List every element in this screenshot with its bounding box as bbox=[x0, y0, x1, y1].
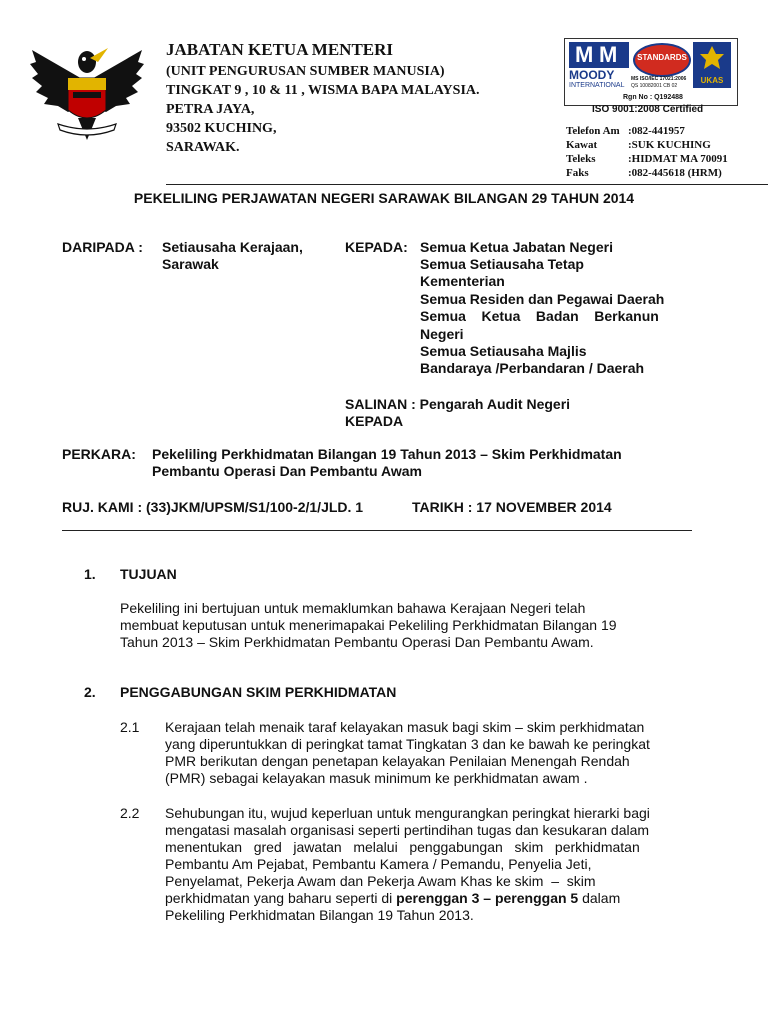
ukas-logo: UKAS bbox=[693, 42, 731, 88]
to-line-2: Semua Setiausaha Tetap bbox=[420, 256, 584, 272]
subsection-2-1-number: 2.1 bbox=[120, 719, 140, 735]
document-title: PEKELILING PERJAWATAN NEGERI SARAWAK BILANGAN 29 TAHUN 2014 bbox=[133, 190, 635, 206]
certification-logo bbox=[564, 38, 738, 106]
from-line-1: Setiausaha Kerajaan, bbox=[162, 239, 303, 255]
section-1-heading: TUJUAN bbox=[120, 566, 177, 582]
section-2-heading: PENGGABUNGAN SKIM PERKHIDMATAN bbox=[120, 684, 397, 700]
section-1-line-3: Tahun 2013 – Skim Perkhidmatan Pembantu Operasi Dan Pembantu Awam. bbox=[120, 634, 594, 650]
subsection-2-2-line-2: mengatasi masalah organisasi seperti pertindihan tugas dan kesukaran dalam bbox=[165, 822, 650, 838]
unit-name: (UNIT PENGURUSAN SUMBER MANUSIA) bbox=[166, 64, 445, 79]
subsection-2-2-line-3: menentukan gred jawatan melalui penggabungan skim perkhidmatan bbox=[165, 839, 640, 855]
subsection-2-2-line-1: Sehubungan itu, wujud keperluan untuk mengurangkan peringkat hierarki bagi bbox=[165, 805, 650, 821]
subsection-2-1-line-1: Kerajaan telah menaik taraf kelayakan masuk bagi skim – skim perkhidmatan bbox=[165, 719, 645, 735]
address-line-3: 93502 KUCHING, bbox=[166, 121, 277, 136]
moody-logo: M M bbox=[569, 42, 629, 68]
from-line-2: Sarawak bbox=[162, 256, 219, 272]
section-1-line-1: Pekeliling ini bertujuan untuk memaklumkan bahawa Kerajaan Negeri telah bbox=[120, 600, 586, 616]
reference-divider bbox=[62, 530, 692, 531]
subsection-2-2-line-5: Penyelamat, Pekerja Awam dan Pekerja Awam Khas ke skim – skim bbox=[165, 873, 596, 889]
contact-kawat: Kawat :SUK KUCHING bbox=[566, 139, 711, 151]
to-line-6: Negeri bbox=[420, 326, 464, 342]
contact-block bbox=[566, 124, 728, 180]
subsection-2-1-line-2: yang diperuntukkan di peringkat tamat Tingkatan 3 dan ke bawah ke peringkat bbox=[165, 736, 650, 752]
ms-iso-line-2: QS 10082001 CB 02 bbox=[631, 83, 678, 89]
contact-telefon: Telefon Am :082-441957 bbox=[566, 125, 685, 137]
registration-number: Rgn No : Q192488 bbox=[623, 94, 683, 101]
subsection-2-2-number: 2.2 bbox=[120, 805, 140, 821]
salinan-line-2: KEPADA bbox=[345, 413, 404, 429]
department-name: JABATAN KETUA MENTERI bbox=[166, 40, 394, 59]
to-line-5: Semua Ketua Badan Berkanun bbox=[420, 308, 659, 324]
sarawak-coat-of-arms bbox=[28, 40, 146, 150]
header-divider bbox=[166, 184, 768, 185]
contact-teleks: Teleks :HIDMAT MA 70091 bbox=[566, 153, 728, 165]
moody-text: MOODY bbox=[569, 68, 615, 82]
subsection-2-2-line-7: Pekeliling Perkhidmatan Bilangan 19 Tahun 2013. bbox=[165, 907, 474, 923]
ms-iso-line-1: MS ISO/IEC 17021:2006 bbox=[631, 76, 687, 82]
to-line-4: Semua Residen dan Pegawai Daerah bbox=[420, 291, 665, 307]
section-2-number: 2. bbox=[84, 684, 96, 700]
subsection-2-2-line-6: perkhidmatan yang baharu seperti di perenggan 3 – perenggan 5 dalam bbox=[165, 890, 621, 906]
subsection-2-1-line-4: (PMR) sebagai kelayakan masuk minimum ke perkhidmatan awam . bbox=[165, 770, 588, 786]
to-line-1: Semua Ketua Jabatan Negeri bbox=[420, 239, 613, 255]
contact-faks: Faks :082-445618 (HRM) bbox=[566, 167, 722, 179]
section-1-line-2: membuat keputusan untuk menerimapakai Pekeliling Perkhidmatan Bilangan 19 bbox=[120, 617, 617, 633]
perkara-line-1: Pekeliling Perkhidmatan Bilangan 19 Tahun 2013 – Skim Perkhidmatan bbox=[152, 446, 622, 462]
subsection-2-1-line-3: PMR berikutan dengan penetapan kelayakan Penilaian Menengah Rendah bbox=[165, 753, 630, 769]
from-label: DARIPADA : bbox=[62, 239, 143, 255]
address-line-2: PETRA JAYA, bbox=[166, 102, 255, 117]
section-1-number: 1. bbox=[84, 566, 96, 582]
address-line-4: SARAWAK. bbox=[166, 140, 240, 155]
address-line-1: TINGKAT 9 , 10 & 11 , WISMA BAPA MALAYSIA. bbox=[166, 83, 480, 98]
perkara-line-2: Pembantu Operasi Dan Pembantu Awam bbox=[152, 463, 422, 479]
iso-certified: ISO 9001:2008 Certified bbox=[592, 104, 704, 115]
salinan-line-1: SALINAN : Pengarah Audit Negeri bbox=[345, 396, 571, 412]
moody-subtext: INTERNATIONAL bbox=[569, 82, 625, 89]
standards-logo: STANDARDS bbox=[633, 43, 691, 77]
reference-number: RUJ. KAMI : (33)JKM/UPSM/S1/100-2/1/JLD. 1 bbox=[62, 499, 364, 515]
letter-date: TARIKH : 17 NOVEMBER 2014 bbox=[412, 499, 612, 515]
to-line-7: Semua Setiausaha Majlis bbox=[420, 343, 587, 359]
perkara-label: PERKARA: bbox=[62, 446, 136, 462]
paragraph-reference: perenggan 3 – perenggan 5 bbox=[396, 890, 579, 906]
to-label: KEPADA: bbox=[345, 239, 408, 255]
to-line-8: Bandaraya /Perbandaran / Daerah bbox=[420, 360, 645, 376]
subsection-2-2-line-4: Pembantu Am Pejabat, Pembantu Kamera / Pemandu, Penyelia Jeti, bbox=[165, 856, 592, 872]
to-line-3: Kementerian bbox=[420, 273, 505, 289]
